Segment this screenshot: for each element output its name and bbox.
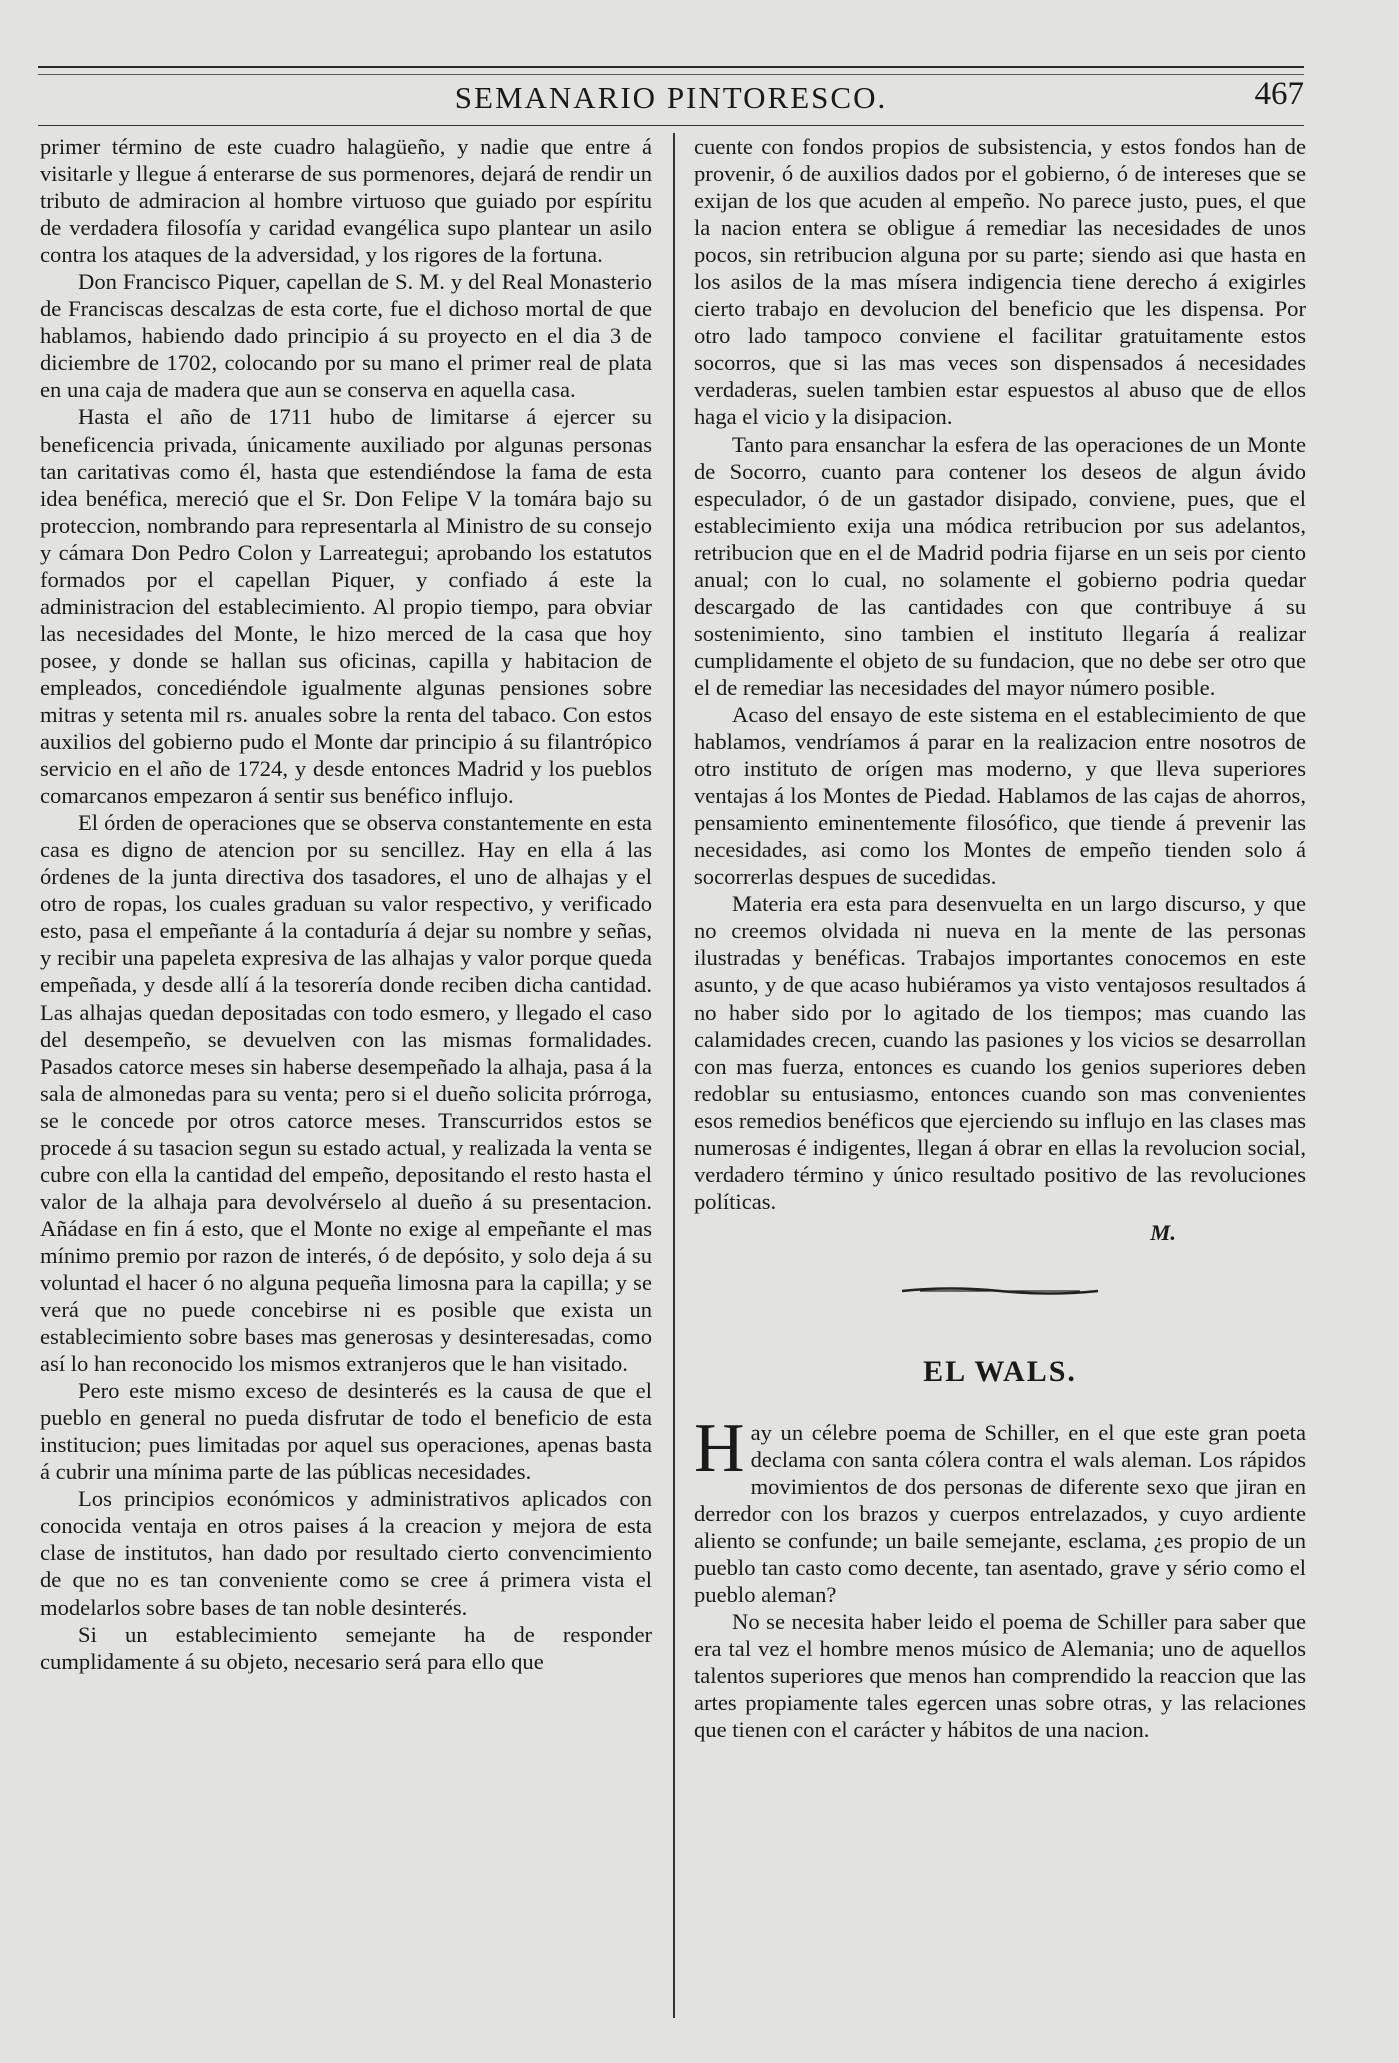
paragraph: Los principios económicos y administrativos aplicados con conocida ventaja en otros paises á la creacion y mejora de esta clase de institutos, han dado por resultado cierto convencimiento de que no es tan conveniente como se cree á primera vista el modelarlos sobre bases de tan noble desinterés.	[40, 1486, 652, 1620]
paragraph: Don Francisco Piquer, capellan de S. M. y del Real Monasterio de Franciscas descalzas de esta corte, fue el dichoso mortal de que hablamos, habiendo dado principio á su proyecto en el dia 3 de diciembre de 1702, colocando por su mano el primer real de plata en una caja de madera que aun se conserva en aquella casa.	[40, 269, 652, 403]
paragraph: cuente con fondos propios de subsistencia, y estos fondos han de provenir, ó de auxilios dados por el gobierno, ó de intereses que se exijan de los que acuden al empeño. No parece justo, pues, el que la nacion entera se obligue á remediar las necesidades de unos pocos, sin retribucion alguna por su parte; siendo asi que hasta en los asilos de la mas mísera indigencia tiene derecho á exigirles cierto trabajo en devolucion del beneficio que les dispensa. Por otro lado tampoco conviene el facilitar gratuitamente estos socorros, que si las mas veces son dispensados á necesidades verdaderas, suelen tambien estar espuestos al abuso que de ellos haga el vicio y la disipacion.	[694, 134, 1306, 430]
paragraph: Materia era esta para desenvuelta en un largo discurso, y que no creemos olvidada ni nueva en la mente de las personas ilustradas y benéficas. Trabajos importantes conocemos en este asunto, y de que acaso hubiéramos ya visto ventajosos resultados á no haber sido por lo agitado de los tiempos; mas cuando las calamidades crecen, cuando las pasiones y los vicios se desarrollan con mas fuerza, entonces es cuando los genios superiores deben redoblar su entusiasmo, entonces cuando son mas convenientes esos remedios benéficos que ejerciendo su influjo en las clases mas numerosas é indigentes, llegan á obrar en ellas la revolucion social, verdadero término y único resultado positivo de las revoluciones políticas.	[694, 891, 1306, 1214]
right-column	[694, 133, 1306, 1744]
paragraph-dropcap	[694, 1409, 1306, 1608]
section-title: EL WALS.	[923, 1354, 1077, 1388]
column-divider	[673, 133, 675, 2018]
paragraph: El órden de operaciones que se observa constantemente en esta casa es digno de atencion por su sencillez. Hay en ella á las órdenes de la junta directiva dos tasadores, el uno de alhajas y el otro de ropas, los cuales graduan su valor respectivo, y verificado esto, pasa el empeñante á la contaduría á dejar su nombre y señas, y recibir una papeleta expresiva de las alhajas y valor porque queda empeñada, y desde allí á la tesorería donde reciben dicha cantidad. Las alhajas quedan depositadas con todo esmero, y llegado el caso del desempeño, se devuelven con las mismas formalidades. Pasados catorce meses sin haberse desempeñado la alhaja, pasa á la sala de almonedas para su venta; pero si el dueño solicita prórroga, se le concede por otros catorce meses. Transcurridos estos se procede á su tasacion segun su estado actual, y realizada la venta se cubre con ella la cantidad del empeño, depositando el resto hasta el valor de la alhaja para devolvérselo al dueño á su presentacion. Añádase en fin á esto, que el Monte no exige al empeñante el mas mínimo premio por razon de interés, ó de depósito, y solo deja á su voluntad el hacer ó no alguna pequeña limosna para la capilla; y se verá que no puede concebirse ni es posible que exista un establecimiento sobre bases mas generosas y desinteresadas, como así lo han reconocido los mismos extranjeros que le han visitado.	[40, 810, 652, 1377]
page-number: 467	[1254, 76, 1304, 112]
author-signature: M.	[1150, 1219, 1176, 1245]
header-rule	[38, 125, 1304, 126]
paragraph: primer término de este cuadro halagüeño, y nadie que entre á visitarle y llegue á enterarse de sus pormenores, dejará de rendir un tributo de admiracion al hombre virtuoso que guiado por espíritu de verdadera filosofía y caridad evangélica supo plantear un asilo contra los ataques de la adversidad, y los rigores de la fortuna.	[40, 134, 652, 268]
paragraph: Tanto para ensanchar la esfera de las operaciones de un Monte de Socorro, cuanto para contener los deseos de algun ávido especulador, ó de un gastador disipado, conviene, pues, que el establecimiento exija una módica retribucion por sus adelantos, retribucion que en el de Madrid podria fijarse en un seis por ciento anual; con lo cual, no solamente el gobierno podria quedar descargado de las cantidades con que contribuye á su sostenimiento, sino tambien el instituto llegaría á realizar cumplidamente el objeto de su fundacion, que no debe ser otro que el de remediar las necesidades del mayor número posible.	[694, 431, 1306, 700]
paragraph: Si un establecimiento semejante ha de responder cumplidamente á su objeto, necesario será para ello que	[40, 1621, 652, 1674]
paragraph: Hasta el año de 1711 hubo de limitarse á ejercer su beneficencia privada, únicamente auxiliado por algunas personas tan caritativas como él, hasta que estendiéndose la fama de esta idea benéfica, mereció que el Sr. Don Felipe V la tomára bajo su proteccion, nombrando para representarla al Ministro de su consejo y cámara Don Pedro Colon y Larreategui; aprobando los estatutos formados por el capellan Piquer, y confiado á este la administracion del establecimiento. Al propio tiempo, para obviar las necesidades del Monte, le hizo merced de la casa que hoy posee, y donde se hallan sus oficinas, capilla y habitacion de empleados, concediéndole igualmente algunas pensiones sobre mitras y setenta mil rs. anuales sobre la renta del tabaco. Con estos auxilios del gobierno pudo el Monte dar principio á su filantrópico servicio en el año de 1724, y desde entonces Madrid y los pueblos comarcanos empezaron á sentir sus benéfico influjo.	[40, 404, 652, 809]
paragraph: No se necesita haber leido el poema de Schiller para saber que era tal vez el hombre menos músico de Alemania; uno de aquellos talentos superiores que menos han comprendido la reaccion que las artes propiamente tales egercen unas sobre otras, y las relaciones que tienen con el carácter y hábitos de una nacion.	[694, 1609, 1306, 1743]
publication-title: SEMANARIO PINTORESCO.	[454, 80, 888, 115]
left-column	[40, 133, 652, 1675]
paragraph: Acaso del ensayo de este sistema en el establecimiento de que hablamos, vendríamos á parar en la realizacion entre nosotros de otro instituto de orígen mas moderno, y que lleva superiores ventajas á los Montes de Piedad. Hablamos de las cajas de ahorros, pensamiento eminentemente filosófico, que tiende á prevenir las necesidades, asi como los Montes de empeño tienden solo á socorrerlas despues de sucedidas.	[694, 701, 1306, 890]
top-rule-thin	[38, 74, 1304, 75]
drop-cap: H	[694, 1409, 745, 1487]
paragraph: Pero este mismo exceso de desinterés es la causa de que el pueblo en general no pueda disfrutar de todo el beneficio de esta institucion; pues limitadas por aquel sus operaciones, apenas basta á cubrir una mínima parte de las públicas necesidades.	[40, 1378, 652, 1485]
page-header	[38, 76, 1304, 122]
ornament-divider	[900, 1284, 1100, 1298]
paragraph-text: ay un célebre poema de Schiller, en el que este gran poeta declama con santa cólera contra el wals aleman. Los rápidos movimientos de dos personas de diferente sexo que jiran en derredor con los brazos y cuerpos entrelazados, y cuyo ardiente aliento se confunde; un baile semejante, esclama, ¿es propio de un pueblo tan casto como decente, tan asentado, grave y sério como el pueblo aleman?	[694, 1419, 1306, 1608]
top-rule	[38, 66, 1304, 68]
